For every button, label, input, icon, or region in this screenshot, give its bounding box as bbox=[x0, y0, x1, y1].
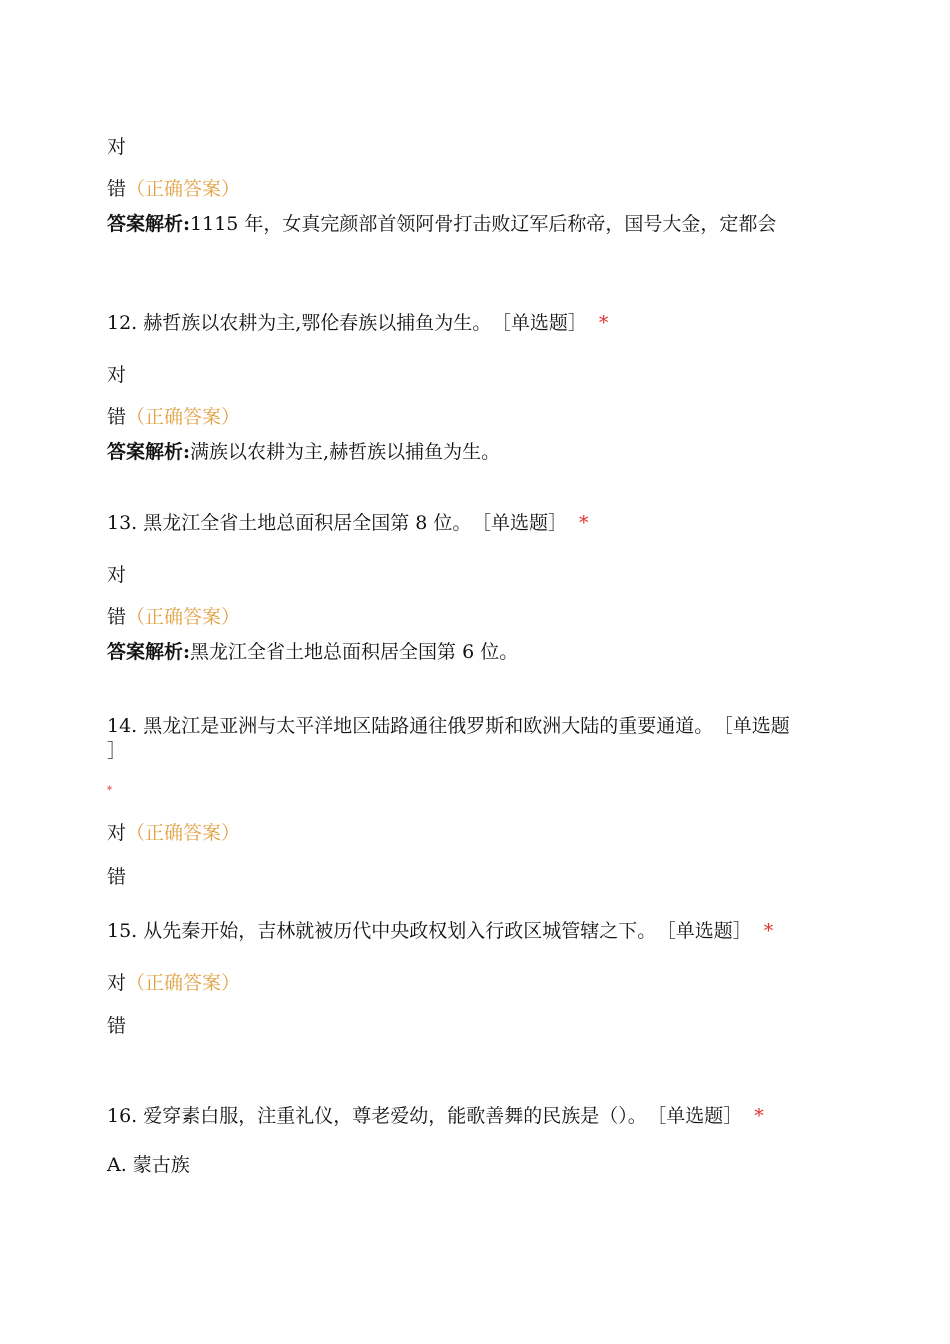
q13-required-star: * bbox=[578, 512, 589, 534]
q16-required-star: * bbox=[754, 1105, 764, 1127]
q12-number: 12. bbox=[107, 312, 138, 334]
q14-required-star: * bbox=[107, 785, 112, 796]
q14-option-true[interactable] bbox=[107, 821, 240, 845]
q14-question bbox=[107, 714, 790, 738]
q14-type-close-line bbox=[107, 739, 126, 763]
q13-analysis-text: 黑龙江全省土地总面积居全国第 6 位。 bbox=[190, 641, 519, 663]
q11-option-false[interactable] bbox=[107, 177, 240, 201]
q16-number: 16. bbox=[107, 1105, 138, 1127]
q12-question bbox=[107, 311, 608, 335]
q11-analysis: 答案解析:1115 年，女真完颜部首领阿骨打击败辽军后称帝，国号大金，定都会 bbox=[107, 213, 777, 235]
q14-number: 14. bbox=[107, 715, 138, 737]
q12-option-true[interactable] bbox=[107, 363, 126, 387]
q15-option-false-label: 错 bbox=[107, 1015, 127, 1037]
q12-analysis-label: 答案解析 bbox=[107, 441, 184, 463]
q15-option-true-label: 对 bbox=[107, 972, 127, 994]
q13-type: ［单选题］ bbox=[481, 512, 567, 534]
q11-option-false-label: 错 bbox=[107, 178, 127, 200]
q16-question bbox=[107, 1104, 764, 1128]
q14-option-true-label: 对 bbox=[107, 822, 127, 844]
q14-correct-mark: （正确答案） bbox=[126, 822, 241, 844]
q15-question bbox=[107, 919, 773, 943]
q12-required-star: * bbox=[598, 312, 609, 334]
q15-type: ［单选题］ bbox=[666, 920, 752, 942]
q12-option-true-label: 对 bbox=[107, 364, 127, 386]
q12-analysis-text: 满族以农耕为主,赫哲族以捕鱼为生。 bbox=[190, 441, 501, 463]
q16-option-a-label: A. 蒙古族 bbox=[107, 1154, 190, 1176]
q16-option-a[interactable] bbox=[107, 1153, 190, 1177]
q12-analysis: 答案解析:满族以农耕为主,赫哲族以捕鱼为生。 bbox=[107, 441, 501, 463]
q14-type-open: ［单选题 bbox=[723, 715, 790, 737]
q13-option-false-label: 错 bbox=[107, 606, 127, 628]
q14-option-false-label: 错 bbox=[107, 866, 127, 888]
q13-option-false[interactable] bbox=[107, 605, 240, 629]
q16-text: 爱穿素白服，注重礼仪，尊老爱幼，能歌善舞的民族是（）。 bbox=[143, 1105, 647, 1127]
q15-option-false[interactable] bbox=[107, 1014, 126, 1038]
q12-text: 赫哲族以农耕为主,鄂伦春族以捕鱼为生。 bbox=[143, 312, 492, 334]
q15-text: 从先秦开始，吉林就被历代中央政权划入行政区城管辖之下。 bbox=[143, 920, 657, 942]
q12-correct-mark: （正确答案） bbox=[126, 406, 241, 428]
q11-analysis-label: 答案解析 bbox=[107, 213, 184, 235]
q14-option-false[interactable] bbox=[107, 865, 126, 889]
q14-text: 黑龙江是亚洲与太平洋地区陆路通往俄罗斯和欧洲大陆的重要通道。 bbox=[143, 715, 714, 737]
q13-analysis-label: 答案解析 bbox=[107, 641, 184, 663]
q11-correct-mark: （正确答案） bbox=[126, 178, 241, 200]
q12-option-false[interactable] bbox=[107, 405, 240, 429]
q14-required-star-line bbox=[107, 775, 112, 803]
q11-option-true-label: 对 bbox=[107, 136, 127, 158]
q12-type: ［单选题］ bbox=[501, 312, 587, 334]
q15-option-true[interactable] bbox=[107, 971, 240, 995]
q15-correct-mark: （正确答案） bbox=[126, 972, 241, 994]
q13-option-true[interactable] bbox=[107, 563, 126, 587]
q13-correct-mark: （正确答案） bbox=[126, 606, 241, 628]
q13-question bbox=[107, 511, 588, 535]
q14-type-close: ］ bbox=[107, 740, 127, 762]
q15-number: 15. bbox=[107, 920, 138, 942]
q12-option-false-label: 错 bbox=[107, 406, 127, 428]
q16-type: ［单选题］ bbox=[656, 1105, 743, 1127]
q13-analysis: 答案解析:黑龙江全省土地总面积居全国第 6 位。 bbox=[107, 641, 519, 663]
q13-option-true-label: 对 bbox=[107, 564, 127, 586]
q13-text: 黑龙江全省土地总面积居全国第 8 位。 bbox=[143, 512, 472, 534]
q13-number: 13. bbox=[107, 512, 138, 534]
q15-required-star: * bbox=[763, 920, 774, 942]
q11-option-true[interactable] bbox=[107, 135, 126, 159]
q11-analysis-text: 1115 年，女真完颜部首领阿骨打击败辽军后称帝，国号大金，定都会 bbox=[190, 213, 777, 235]
